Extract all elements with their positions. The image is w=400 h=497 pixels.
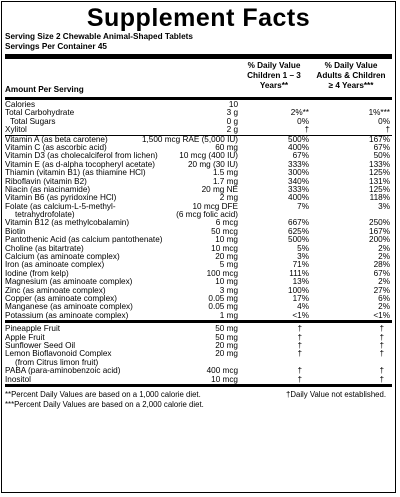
- dv-children: 400%: [288, 193, 309, 203]
- dv-children: 17%: [292, 294, 309, 303]
- nutrient-amount-cont: (6 mcg folic acid): [176, 210, 238, 220]
- dv-adults: 167%: [369, 134, 390, 144]
- dv-adults: 125%: [369, 184, 390, 194]
- nutrient-amount: 20 mg NE: [201, 184, 238, 194]
- dv-children: 100%: [288, 285, 309, 295]
- adults-dv-header: % Daily Value Adults & Children ≥ 4 Years***: [316, 61, 386, 90]
- nutrient-name: Inositol: [5, 374, 31, 384]
- table-row: [5, 312, 392, 320]
- table-row: [5, 376, 392, 384]
- dv-children: 2%**: [290, 108, 309, 118]
- nutrient-name-cont: tetrahydrofolate): [15, 210, 75, 220]
- nutrient-amount: 10 mg: [215, 235, 238, 245]
- dv-adults: 67%: [373, 268, 390, 278]
- nutrient-name: Vitamin D3 (as cholecalciferol from lichen): [5, 151, 158, 161]
- nutrient-amount: 2 mg: [219, 193, 238, 203]
- table-row: [5, 109, 392, 117]
- dv-children: 400%: [288, 142, 309, 152]
- nutrient-amount: 0 g: [226, 116, 238, 126]
- dv-children: †: [297, 366, 302, 376]
- nutrient-name: Lemon Bioflavonoid Complex: [5, 349, 112, 359]
- dv-adults: 2%: [378, 302, 390, 312]
- nutrient-amount: 0.05 mg: [208, 294, 238, 303]
- nutrient-name: Iron (as aminoate complex): [5, 260, 105, 270]
- dv-adults: 67%: [373, 142, 390, 152]
- footnote-dagger: †Daily Value not established.: [286, 389, 386, 399]
- dv-children: 333%: [288, 159, 309, 169]
- dv-children: 3%: [297, 252, 309, 262]
- nutrient-amount: 1,500 mcg RAE (5,000 IU): [141, 134, 238, 144]
- nutrient-name: Calories: [5, 100, 36, 109]
- dv-children: 4%: [297, 302, 309, 312]
- table-row: [5, 126, 392, 134]
- nutrient-name: Total Carbohydrate: [5, 108, 75, 118]
- table-row: [5, 367, 392, 375]
- nutrient-name: Vitamin C (as ascorbic acid): [5, 142, 107, 152]
- dv-adults: 1%***: [368, 108, 390, 118]
- nutrient-amount: 6 mcg: [215, 218, 238, 228]
- nutrient-rows: [5, 101, 392, 320]
- nutrient-amount: 0.05 mg: [208, 302, 238, 312]
- nutrient-amount: 60 mg: [215, 142, 238, 152]
- dv-adults: †: [379, 349, 384, 359]
- nutrient-amount: 3 g: [226, 108, 238, 118]
- nutrient-name: Iodine (from kelp): [5, 268, 69, 278]
- footnotes: [5, 390, 392, 412]
- nutrient-amount: 20 mg: [215, 340, 238, 350]
- nutrient-amount: 10 mcg: [211, 243, 238, 253]
- panel-title: Supplement Facts: [86, 4, 311, 32]
- dv-adults: †: [379, 340, 384, 350]
- dv-adults: <1%: [373, 310, 390, 320]
- table-row: [5, 118, 392, 126]
- dv-children: 300%: [288, 168, 309, 178]
- nutrient-amount: 10 mg: [215, 277, 238, 287]
- amount-per-serving-label: Amount Per Serving: [5, 85, 84, 94]
- dv-children: 67%: [292, 151, 309, 161]
- nutrient-name: Vitamin B6 (as pyridoxine HCl): [5, 193, 117, 203]
- nutrient-name: Manganese (as aminoate complex): [5, 302, 133, 312]
- dv-children: 625%: [288, 226, 309, 236]
- dv-children: 340%: [288, 176, 309, 186]
- dv-adults: †: [379, 332, 384, 342]
- dv-adults: 2%: [378, 243, 390, 253]
- nutrient-amount: 3 mg: [219, 285, 238, 295]
- nutrient-amount: 1 mg: [219, 310, 238, 320]
- dv-children: †: [297, 324, 302, 334]
- footnote-children: **Percent Daily Values are based on a 1,000 calorie diet.: [5, 389, 201, 399]
- nutrient-name: Riboflavin (vitamin B2): [5, 176, 87, 186]
- dv-children: 667%: [288, 218, 309, 228]
- nutrient-name: Calcium (as aminoate complex): [5, 252, 120, 262]
- dv-adults: †: [379, 366, 384, 376]
- dv-children: <1%: [292, 310, 309, 320]
- table-row: [5, 203, 392, 220]
- nutrient-amount: 1.7 mg: [212, 176, 238, 186]
- dv-children: †: [304, 125, 309, 135]
- nutrient-amount: 50 mg: [215, 324, 238, 334]
- dv-adults: 2%: [378, 277, 390, 287]
- dv-adults: 200%: [369, 235, 390, 245]
- footnote-adults: ***Percent Daily Values are based on a 2,000 calorie diet.: [5, 399, 204, 409]
- footer-divider: [5, 384, 392, 387]
- nutrient-name: Thiamin (vitamin B1) (as thiamine HCl): [5, 168, 146, 178]
- nutrient-name: Niacin (as niacinamide): [5, 184, 91, 194]
- dv-children: 333%: [288, 184, 309, 194]
- supplement-facts-panel: [1, 1, 396, 493]
- nutrient-amount: 400 mcg: [206, 366, 238, 376]
- dv-adults: †: [379, 324, 384, 334]
- nutrient-name: Choline (as bitartrate): [5, 243, 84, 253]
- dv-adults: 133%: [369, 159, 390, 169]
- dv-children: †: [297, 374, 302, 384]
- section-divider: [5, 320, 392, 323]
- nutrient-name: Folate (as calcium-L-5-methyl-: [5, 201, 116, 211]
- nutrient-name: Vitamin A (as beta carotene): [5, 134, 108, 144]
- dv-adults: †: [385, 125, 390, 135]
- dv-children: 0%: [297, 116, 309, 126]
- nutrient-name: Vitamin E (as d-alpha tocopheryl acetate): [5, 159, 156, 169]
- dv-adults: 118%: [369, 193, 390, 203]
- dv-adults: 3%: [378, 201, 390, 211]
- dv-children: 71%: [292, 260, 309, 270]
- table-row: [5, 350, 392, 367]
- dv-adults: 250%: [369, 218, 390, 228]
- nutrient-amount: 10 mcg (400 IU): [179, 151, 238, 161]
- children-dv-header: % Daily Value Children 1 – 3 Years**: [247, 61, 301, 90]
- dv-children: 500%: [288, 235, 309, 245]
- nutrient-amount: 2 g: [226, 125, 238, 135]
- nutrient-name: Zinc (as aminoate complex): [5, 285, 106, 295]
- dv-children: 7%: [297, 201, 309, 211]
- nutrient-name: Xylitol: [5, 125, 27, 135]
- nutrient-amount: 100 mcg: [206, 268, 238, 278]
- dv-children: 13%: [292, 277, 309, 287]
- nutrient-name: Vitamin B12 (as methylcobalamin): [5, 218, 130, 228]
- dv-children: †: [297, 340, 302, 350]
- table-row: [5, 219, 392, 227]
- dv-children: 500%: [288, 134, 309, 144]
- dv-adults: †: [379, 374, 384, 384]
- header-divider: [5, 97, 392, 100]
- nutrient-name: Pantothenic Acid (as calcium pantothenate): [5, 235, 163, 245]
- nutrient-amount: 20 mg: [215, 349, 238, 359]
- dv-children: †: [297, 349, 302, 359]
- nutrient-amount: 10: [228, 100, 238, 109]
- column-header: [5, 59, 392, 97]
- nutrient-amount: 5 mg: [219, 260, 238, 270]
- other-ingredient-rows: [5, 325, 392, 384]
- nutrient-amount: 50 mcg: [211, 226, 238, 236]
- nutrient-amount: 10 mcg DFE: [192, 201, 238, 211]
- nutrient-amount: 20 mg (30 IU): [187, 159, 238, 169]
- dv-children: 111%: [289, 268, 309, 278]
- nutrient-amount: 50 mg: [215, 332, 238, 342]
- nutrient-name: Total Sugars: [10, 116, 56, 126]
- nutrient-name: Pineapple Fruit: [5, 324, 61, 334]
- serving-size: Serving Size 2 Chewable Animal-Shaped Tablets: [5, 32, 193, 41]
- nutrient-name: Sunflower Seed Oil: [5, 340, 76, 350]
- dv-adults: 28%: [373, 260, 390, 270]
- nutrient-amount: 20 mg: [215, 252, 238, 262]
- servings-per-container: Servings Per Container 45: [5, 42, 107, 51]
- dv-children: †: [297, 332, 302, 342]
- dv-adults: 125%: [369, 168, 390, 178]
- nutrient-name: Copper (as aminoate complex): [5, 294, 117, 303]
- dv-adults: 131%: [369, 176, 390, 186]
- dv-adults: 50%: [373, 151, 390, 161]
- dv-adults: 2%: [378, 252, 390, 262]
- nutrient-amount: 10 mcg: [211, 374, 238, 384]
- dv-adults: 6%: [378, 294, 390, 303]
- nutrient-name: Potassium (as aminoate complex): [5, 310, 129, 320]
- nutrient-name: Biotin: [5, 226, 26, 236]
- nutrient-name-cont: (from Citrus limon fruit): [15, 357, 99, 367]
- dv-adults: 167%: [369, 226, 390, 236]
- nutrient-amount: 1.5 mg: [212, 168, 238, 178]
- nutrient-name: Apple Fruit: [5, 332, 45, 342]
- nutrient-name: Magnesium (as aminoate complex): [5, 277, 133, 287]
- dv-children: 5%: [297, 243, 309, 253]
- nutrient-name: PABA (para-aminobenzoic acid): [5, 366, 121, 376]
- table-row: [5, 325, 392, 333]
- dv-adults: 0%: [378, 116, 390, 126]
- dv-adults: 27%: [373, 285, 390, 295]
